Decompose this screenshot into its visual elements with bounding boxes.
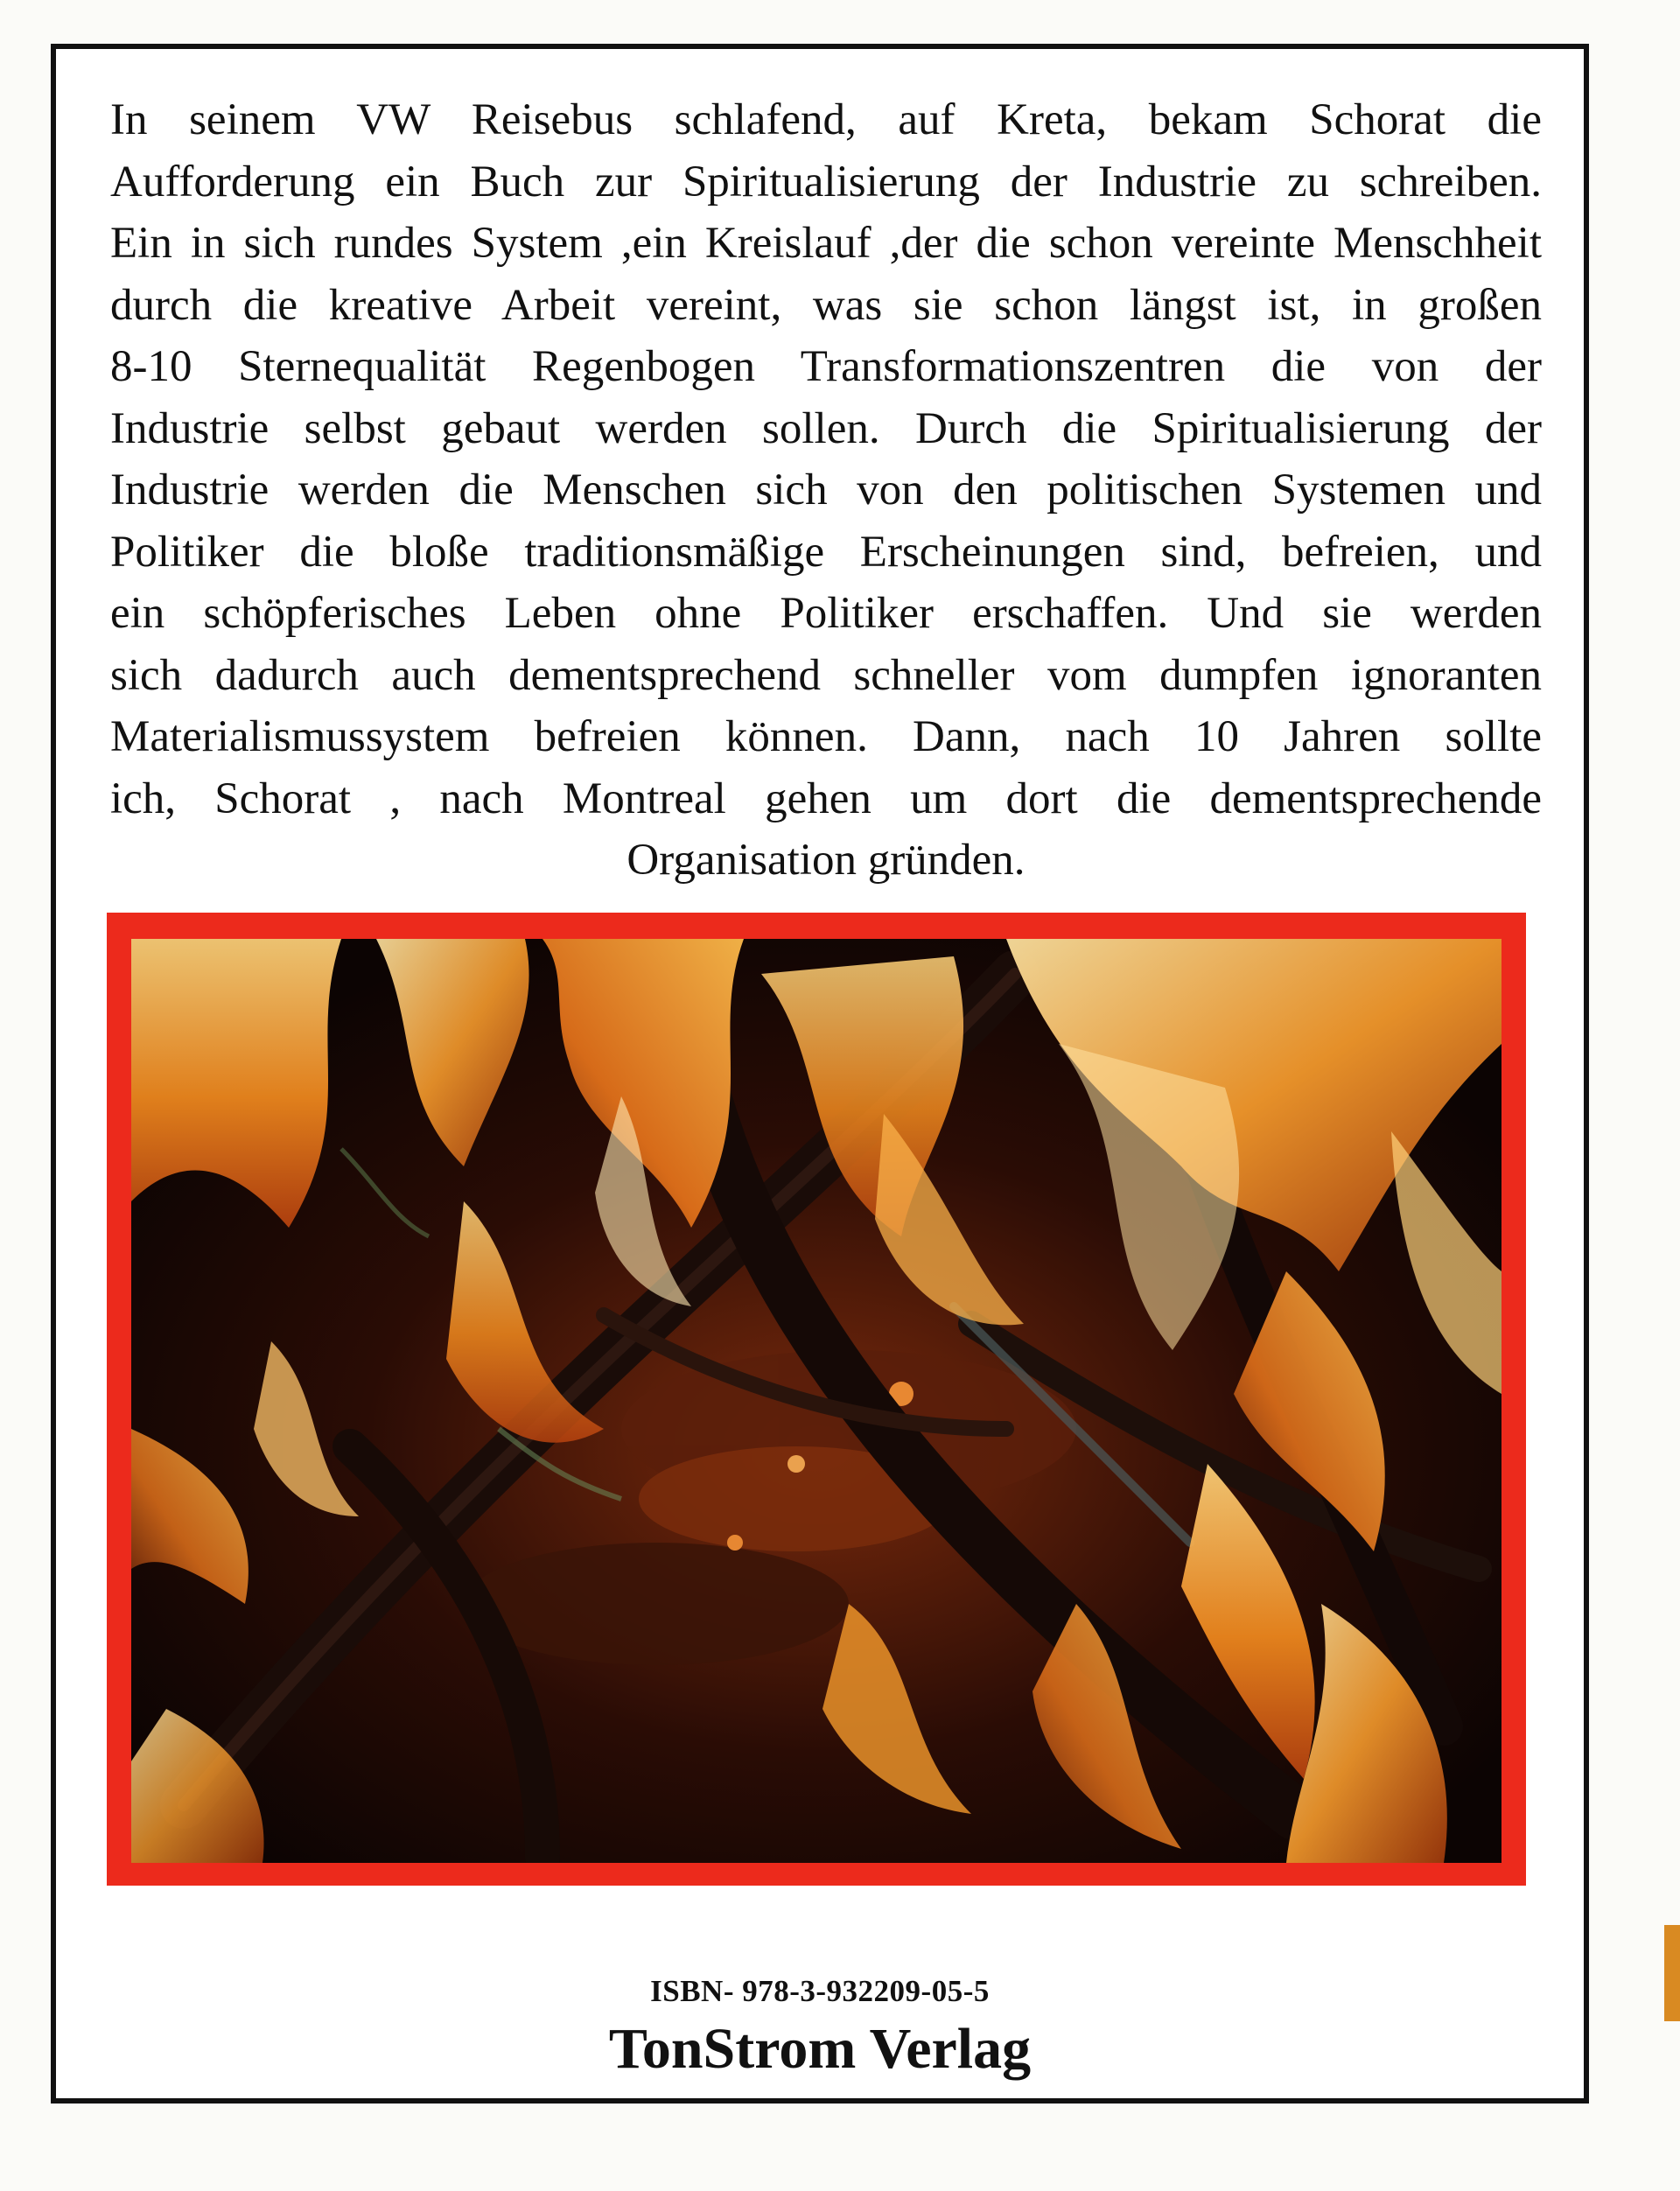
blurb-line-11: Materialismussystem befreien können. Dann, nach 10 Jahren sollte xyxy=(110,712,1542,761)
blurb-line-6: Industrie selbst gebaut werden sollen. Durch die Spiritualisierung der xyxy=(110,403,1542,453)
blurb-text xyxy=(110,89,1542,892)
isbn-number: ISBN- 978-3-932209-05-5 xyxy=(650,1974,990,2008)
cover-frame xyxy=(51,44,1589,2104)
fire-illustration xyxy=(131,939,1502,1863)
blurb-line-8: Politiker die bloße traditionsmäßige Erscheinungen sind, befreien, und xyxy=(110,527,1542,577)
page-edge-tab xyxy=(1664,1925,1680,2021)
blurb-line-4: durch die kreative Arbeit vereint, was sie schon längst ist, in großen xyxy=(110,280,1542,330)
blurb-line-1: In seinem VW Reisebus schlafend, auf Kreta, bekam Schorat die xyxy=(110,95,1542,144)
blurb-line-3: Ein in sich rundes System ,ein Kreislauf ,der die schon vereinte Menschheit xyxy=(110,219,1542,268)
photo-red-border xyxy=(107,913,1526,1886)
blurb-line-5: 8-10 Sternequalität Regenbogen Transformationszentren die von der xyxy=(110,342,1542,391)
blurb-line-10: sich dadurch auch dementsprechend schneller vom dumpfen ignoranten xyxy=(110,650,1542,700)
blurb-line-13: Organisation gründen. xyxy=(626,836,1026,885)
blurb-line-2: Aufforderung ein Buch zur Spiritualisierung der Industrie zu schreiben. xyxy=(110,157,1542,206)
fire-photo xyxy=(131,939,1502,1863)
publisher-name: TonStrom Verlag xyxy=(608,2017,1032,2081)
blurb-line-9: ein schöpferisches Leben ohne Politiker erschaffen. Und sie werden xyxy=(110,589,1542,638)
blurb-line-7: Industrie werden die Menschen sich von den politischen Systemen und xyxy=(110,466,1542,514)
blurb-line-12: ich, Schorat , nach Montreal gehen um dort die dementsprechende xyxy=(110,774,1542,823)
